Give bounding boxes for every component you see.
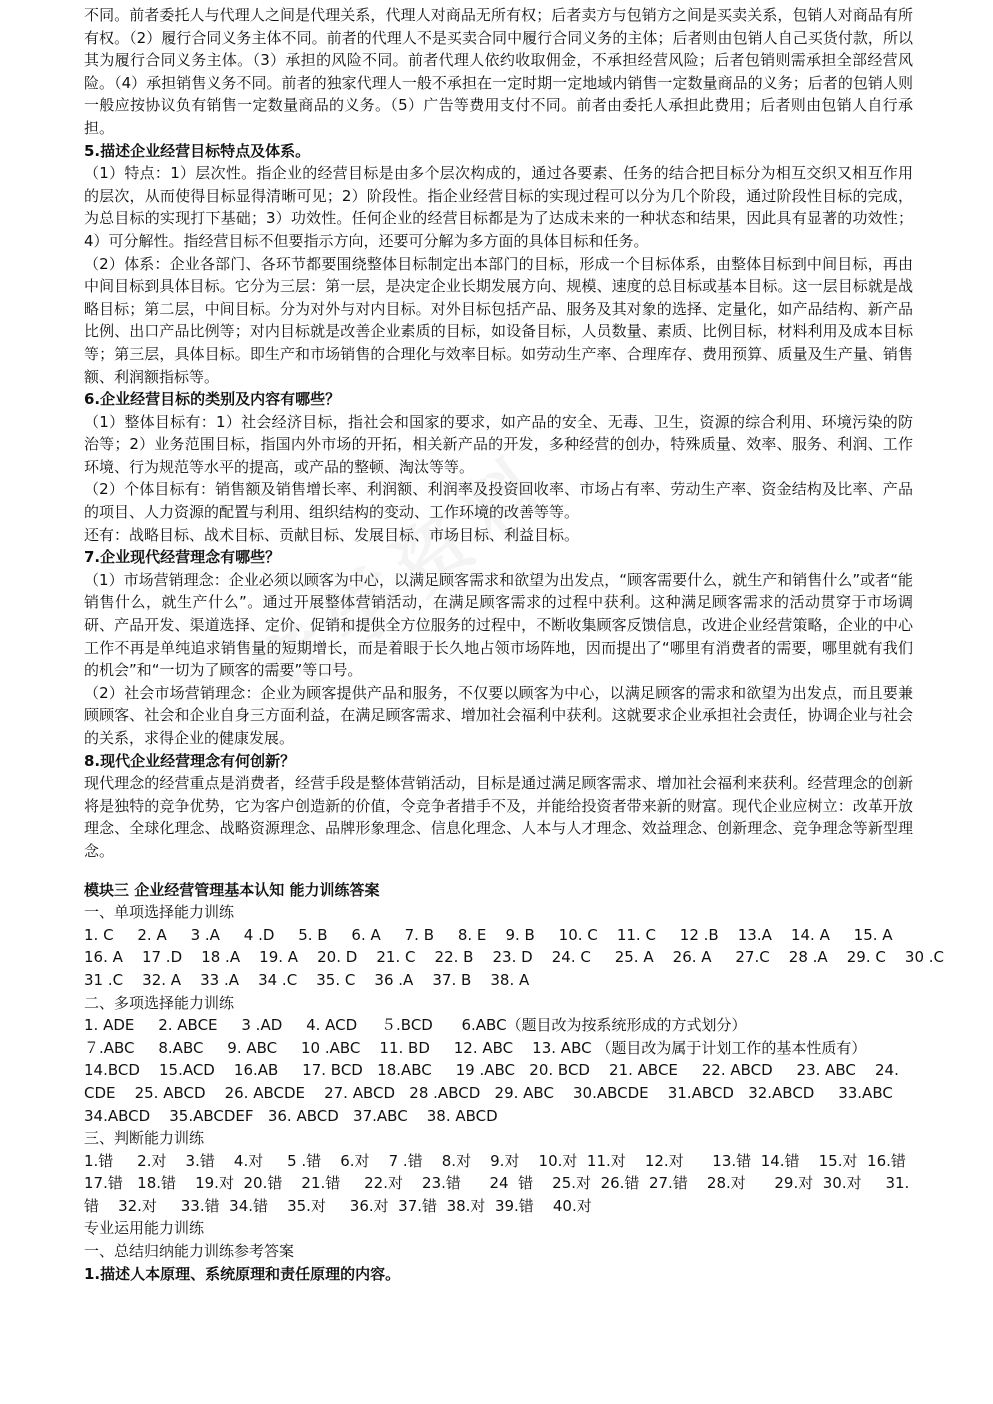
question-5-features: （1）特点：1）层次性。指企业的经营目标是由多个层次构成的，通过各要素、任务的结合把目标分为相互交织又相互作用的层次，从而使得目标显得清晰可见；2）阶段性。指企业经营目标的实现过程可以分为几个阶段，通过阶段性目标的完成，为总目标的实现打下基础；3）功效性。任何企业的经营目标都是为了达成未来的一种状态和结果，因此具有显著的功效性；4）可分解性。指经营目标不但要指示方向，还要可分解为多方面的具体目标和任务。 bbox=[84, 164, 913, 250]
question-6-title: 6.企业经营目标的类别及内容有哪些？ bbox=[84, 390, 341, 409]
question-7-title: 7.企业现代经营理念有哪些？ bbox=[84, 548, 281, 567]
single-choice-heading: 一、单项选择能力训练 bbox=[84, 903, 235, 922]
question-5-system: （2）体系：企业各部门、各环节都要围绕整体目标制定出本部门的目标，形成一个目标体系，由整体目标到中间目标，再由中间目标到具体目标。它分为三层：第一层，是决定企业长期发展方向、规模、速度的总目标或基本目标。这一层目标就是战略目标；第二层，中间目标。分为对外与对内目标。对外目标包括产品、服务及其对象的选择、定量化，如产品结构、新产品比例、出口产品比例等；对内目标就是改善企业素质的目标，如设备目标，人员数量、素质、比例目标，材料利用及成本目标等；第三层，具体目标。即生产和市场销售的合理化与效率目标。如劳动生产率、合理库存、费用预算、质量及生产量、销售额、利润额指标等。 bbox=[84, 254, 913, 386]
single-choice-row: 31 .C 32. A 33 .A 34 .C 35. C 36 .A 37. B 38. A bbox=[84, 970, 530, 989]
multi-choice-row: 34.ABCD 35.ABCDEF 36. ABCD 37.ABC 38. ABCD bbox=[84, 1106, 498, 1125]
intro-paragraph: 不同。前者委托人与代理人之间是代理关系，代理人对商品无所有权；后者卖方与包销方之间是买卖关系，包销人对商品有所有权。（2）履行合同义务主体不同。前者的代理人不是买卖合同中履行合同义务的主体；后者则由包销人自己买货付款，所以其为履行合同义务主体。（3）承担的风险不同。前者代理人依约收取佣金，不承担经营风险；后者包销则需承担全部经营风险。（4）承担销售义务不同。前者的独家代理人一般不承担在一定时期一定地域内销售一定数量商品的义务；后者的包销人则一般应按协议负有销售一定数量商品的义务。（5）广告等费用支付不同。前者由委托人承担此费用；后者则由包销人自行承担。 bbox=[84, 6, 913, 137]
question-8-answer: 现代理念的经营重点是消费者，经营手段是整体营销活动，目标是通过满足顾客需求、增加社会福利来获利。经营理念的创新将是独特的竞争优势，它为客户创造新的价值，令竞争者措手不及，并能给投资者带来新的财富。现代企业应树立：改革开放理念、全球化理念、战略资源理念、品牌形象理念、信息化理念、人本与人才理念、效益理念、创新理念、竞争理念等新型理念。 bbox=[84, 774, 913, 860]
question-7-social-marketing-concept: （2）社会市场营销理念：企业为顾客提供产品和服务，不仅要以顾客为中心，以满足顾客的需求和欲望为出发点，而且要兼顾顾客、社会和企业自身三方面利益，在满足顾客需求、增加社会福利中获利。这就要求企业承担社会责任，协调企业与社会的关系，求得企业的健康发展。 bbox=[84, 683, 913, 747]
professional-question-1-title: 1.描述人本原理、系统原理和责任原理的内容。 bbox=[84, 1264, 401, 1283]
multi-choice-row: 1. ADE 2. ABCE 3 .AD 4. ACD ５.BCD 6.ABC（题目改为按系统形成的方式划分） bbox=[84, 1016, 747, 1035]
multi-choice-row: ７.ABC 8.ABC 9. ABC 10 .ABC 11. BD 12. ABC 13. ABC （题目改为属于计划工作的基本性质有） bbox=[84, 1038, 867, 1057]
multi-choice-row: CDE 25. ABCD 26. ABCDE 27. ABCD 28 .ABCD 29. ABC 30.ABCDE 31.ABCD 32.ABCD 33.ABC bbox=[84, 1083, 893, 1102]
document-body bbox=[84, 4, 945, 1285]
judgment-heading: 三、判断能力训练 bbox=[84, 1129, 205, 1148]
question-6-individual-goals: （2）个体目标有：销售额及销售增长率、利润额、利润率及投资回收率、市场占有率、劳动生产率、资金结构及比率、产品的项目、人力资源的配置与利用、组织结构的变动、工作环境的改善等等。 bbox=[84, 480, 913, 522]
question-7-marketing-concept: （1）市场营销理念：企业必须以顾客为中心，以满足顾客需求和欲望为出发点，“顾客需要什么，就生产和销售什么”或者“能销售什么，就生产什么”。通过开展整体营销活动，在满足顾客需求的过程中获利。这种满足顾客需求的活动贯穿于市场调研、产品开发、渠道选择、定价、促销和提供全方位服务的过程中，不断收集顾客反馈信息，改进企业经营策略，企业的中心工作不再是单纯追求销售量的短期增长，而是着眼于长久地占领市场阵地，因而提出了“哪里有消费者的需要，哪里就有我们的机会”和“一切为了顾客的需要”等口号。 bbox=[84, 570, 913, 680]
judgment-row: 1.错 2.对 3.错 4.对 5 .错 6.对 7 .错 8.对 9.对 10.对 11.对 12.对 13.错 14.错 15.对 16.错 bbox=[84, 1151, 906, 1170]
multi-choice-heading: 二、多项选择能力训练 bbox=[84, 993, 235, 1012]
judgment-row: 17.错 18.错 19.对 20.错 21.错 22.对 23.错 24 错 25.对 26.错 27.错 28.对 29.对 30.对 31. bbox=[84, 1174, 910, 1193]
module-3-title: 模块三 企业经营管理基本认知 能力训练答案 bbox=[84, 880, 380, 899]
summary-training-heading: 一、总结归纳能力训练参考答案 bbox=[84, 1242, 295, 1261]
multi-choice-row: 14.BCD 15.ACD 16.AB 17. BCD 18.ABC 19 .ABC 20. BCD 21. ABCE 22. ABCD 23. ABC 24. bbox=[84, 1061, 899, 1080]
judgment-row: 错 32.对 33.错 34.错 35.对 36.对 37.错 38.对 39.错 40.对 bbox=[84, 1196, 592, 1215]
professional-training-heading: 专业运用能力训练 bbox=[84, 1219, 205, 1238]
question-6-other-goals: 还有：战略目标、战术目标、贡献目标、发展目标、市场目标、利益目标。 bbox=[84, 525, 580, 544]
question-5-title: 5.描述企业经营目标特点及体系。 bbox=[84, 141, 311, 160]
single-choice-row: 1. C 2. A 3 .A 4 .D 5. B 6. A 7. B 8. E 9. B 10. C 11. C 12 .B 13.A 14. A 15. A bbox=[84, 925, 893, 944]
question-8-title: 8.现代企业经营理念有何创新？ bbox=[84, 751, 296, 770]
question-6-overall-goals: （1）整体目标有：1）社会经济目标，指社会和国家的要求，如产品的安全、无毒、卫生，资源的综合利用、环境污染的防治等；2）业务范围目标，指国内外市场的开拓，相关新产品的开发，多种经营的创办，特殊质量、效率、服务、利润、工作环境、行为规范等水平的提高，或产品的整顿、淘汰等等。 bbox=[84, 412, 913, 476]
single-choice-row: 16. A 17 .D 18 .A 19. A 20. D 21. C 22. B 23. D 24. C 25. A 26. A 27.C 28 .A 29. C 30 .C bbox=[84, 948, 945, 967]
